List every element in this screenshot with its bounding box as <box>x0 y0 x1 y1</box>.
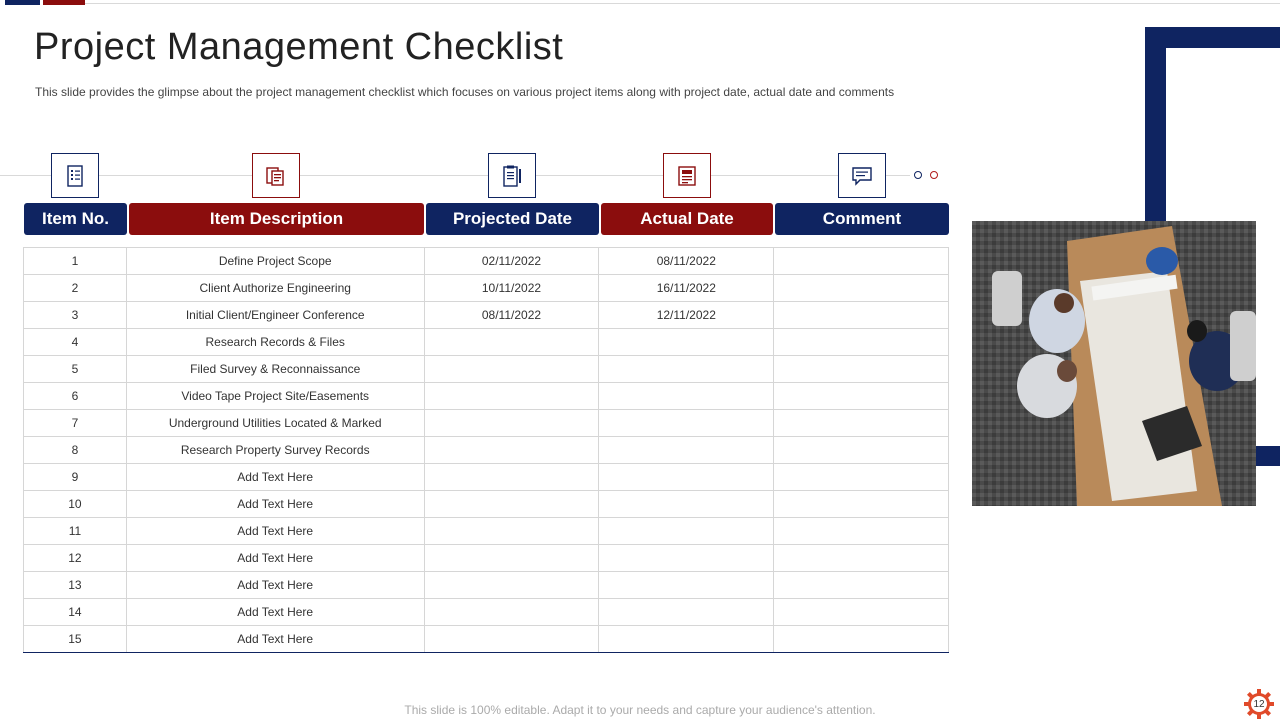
item-description-cell: Research Records & Files <box>126 329 424 356</box>
column-header-actual-date: Actual Date <box>601 203 773 235</box>
item-description-cell: Filed Survey & Reconnaissance <box>126 356 424 383</box>
projected-date-cell <box>424 410 599 437</box>
item-description-cell: Add Text Here <box>126 599 424 626</box>
list-document-icon <box>65 165 85 187</box>
projected-date-cell <box>424 464 599 491</box>
column-icon-box-item-no <box>51 153 99 198</box>
item-description-cell: Add Text Here <box>126 464 424 491</box>
table-row <box>24 464 949 491</box>
item-no-cell: 8 <box>24 437 127 464</box>
document-stack-icon <box>265 165 287 187</box>
table-row <box>24 302 949 329</box>
item-description-cell: Add Text Here <box>126 491 424 518</box>
item-description-cell: Define Project Scope <box>126 248 424 275</box>
comment-cell <box>774 410 949 437</box>
item-description-cell: Initial Client/Engineer Conference <box>126 302 424 329</box>
table-row <box>24 545 949 572</box>
comment-cell <box>774 545 949 572</box>
item-description-cell: Add Text Here <box>126 572 424 599</box>
actual-date-cell: 08/11/2022 <box>599 248 774 275</box>
item-no-cell: 6 <box>24 383 127 410</box>
actual-date-cell <box>599 356 774 383</box>
item-description-cell: Underground Utilities Located & Marked <box>126 410 424 437</box>
actual-date-cell <box>599 626 774 653</box>
projected-date-cell <box>424 599 599 626</box>
item-no-cell: 1 <box>24 248 127 275</box>
actual-date-cell <box>599 464 774 491</box>
item-no-cell: 10 <box>24 491 127 518</box>
actual-date-cell <box>599 437 774 464</box>
projected-date-cell: 10/11/2022 <box>424 275 599 302</box>
pager-dot-navy <box>914 171 922 179</box>
actual-date-cell <box>599 491 774 518</box>
table-row <box>24 275 949 302</box>
clipboard-pen-icon <box>501 164 523 188</box>
projected-date-cell: 02/11/2022 <box>424 248 599 275</box>
table-row <box>24 599 949 626</box>
page-number: 12 <box>1253 698 1265 710</box>
comment-cell <box>774 572 949 599</box>
comment-cell <box>774 518 949 545</box>
projected-date-cell <box>424 626 599 653</box>
column-icon-box-projected-date <box>488 153 536 198</box>
page-subtitle: This slide provides the glimpse about the project management checklist which focuses on various project items along with project date, actual date and comments <box>35 85 895 99</box>
comment-cell <box>774 491 949 518</box>
projected-date-cell <box>424 356 599 383</box>
comment-cell <box>774 383 949 410</box>
item-no-cell: 5 <box>24 356 127 383</box>
item-no-cell: 13 <box>24 572 127 599</box>
column-header-comment: Comment <box>775 203 949 235</box>
projected-date-cell <box>424 437 599 464</box>
comment-cell <box>774 275 949 302</box>
page-title: Project Management Checklist <box>34 26 564 68</box>
actual-date-cell <box>599 329 774 356</box>
projected-date-cell <box>424 572 599 599</box>
item-no-cell: 14 <box>24 599 127 626</box>
actual-date-cell <box>599 518 774 545</box>
comment-bubble-icon <box>851 166 873 186</box>
comment-cell <box>774 302 949 329</box>
pager-dot-red <box>930 171 938 179</box>
actual-date-cell <box>599 545 774 572</box>
item-no-cell: 7 <box>24 410 127 437</box>
checklist-table <box>23 247 949 653</box>
table-row <box>24 356 949 383</box>
item-no-cell: 12 <box>24 545 127 572</box>
item-description-cell: Add Text Here <box>126 545 424 572</box>
column-icon-box-comment <box>838 153 886 198</box>
comment-cell <box>774 626 949 653</box>
column-header-item-no: Item No. <box>24 203 127 235</box>
item-description-cell: Research Property Survey Records <box>126 437 424 464</box>
table-row <box>24 626 949 653</box>
table-row <box>24 491 949 518</box>
comment-cell <box>774 248 949 275</box>
table-row <box>24 248 949 275</box>
top-divider <box>85 3 1280 4</box>
decorative-bracket-side <box>1145 27 1166 222</box>
item-no-cell: 3 <box>24 302 127 329</box>
column-icon-box-item-description <box>252 153 300 198</box>
projected-date-cell: 08/11/2022 <box>424 302 599 329</box>
comment-cell <box>774 329 949 356</box>
actual-date-cell: 16/11/2022 <box>599 275 774 302</box>
team-meeting-photo <box>972 221 1256 506</box>
item-no-cell: 15 <box>24 626 127 653</box>
comment-cell <box>774 437 949 464</box>
actual-date-cell <box>599 572 774 599</box>
table-row <box>24 572 949 599</box>
actual-date-cell: 12/11/2022 <box>599 302 774 329</box>
footer-note: This slide is 100% editable. Adapt it to your needs and capture your audience's attention. <box>404 703 876 717</box>
table-row <box>24 518 949 545</box>
column-header-projected-date: Projected Date <box>426 203 599 235</box>
projected-date-cell <box>424 329 599 356</box>
comment-cell <box>774 356 949 383</box>
column-icon-box-actual-date <box>663 153 711 198</box>
top-tab-red <box>43 0 85 5</box>
item-description-cell: Add Text Here <box>126 518 424 545</box>
item-no-cell: 9 <box>24 464 127 491</box>
actual-date-cell <box>599 383 774 410</box>
header-connector-line <box>0 175 910 176</box>
table-row <box>24 410 949 437</box>
table-row <box>24 329 949 356</box>
top-tab-navy <box>5 0 40 5</box>
actual-date-cell <box>599 410 774 437</box>
projected-date-cell <box>424 518 599 545</box>
projected-date-cell <box>424 545 599 572</box>
page-number-badge <box>1243 688 1275 720</box>
projected-date-cell <box>424 383 599 410</box>
item-no-cell: 2 <box>24 275 127 302</box>
item-description-cell: Add Text Here <box>126 626 424 653</box>
decorative-bracket-bottom <box>1256 446 1280 466</box>
column-header-item-description: Item Description <box>129 203 424 235</box>
actual-date-cell <box>599 599 774 626</box>
item-description-cell: Video Tape Project Site/Easements <box>126 383 424 410</box>
report-document-icon <box>676 165 698 187</box>
comment-cell <box>774 599 949 626</box>
item-no-cell: 11 <box>24 518 127 545</box>
projected-date-cell <box>424 491 599 518</box>
comment-cell <box>774 464 949 491</box>
table-row <box>24 437 949 464</box>
item-no-cell: 4 <box>24 329 127 356</box>
item-description-cell: Client Authorize Engineering <box>126 275 424 302</box>
table-row <box>24 383 949 410</box>
